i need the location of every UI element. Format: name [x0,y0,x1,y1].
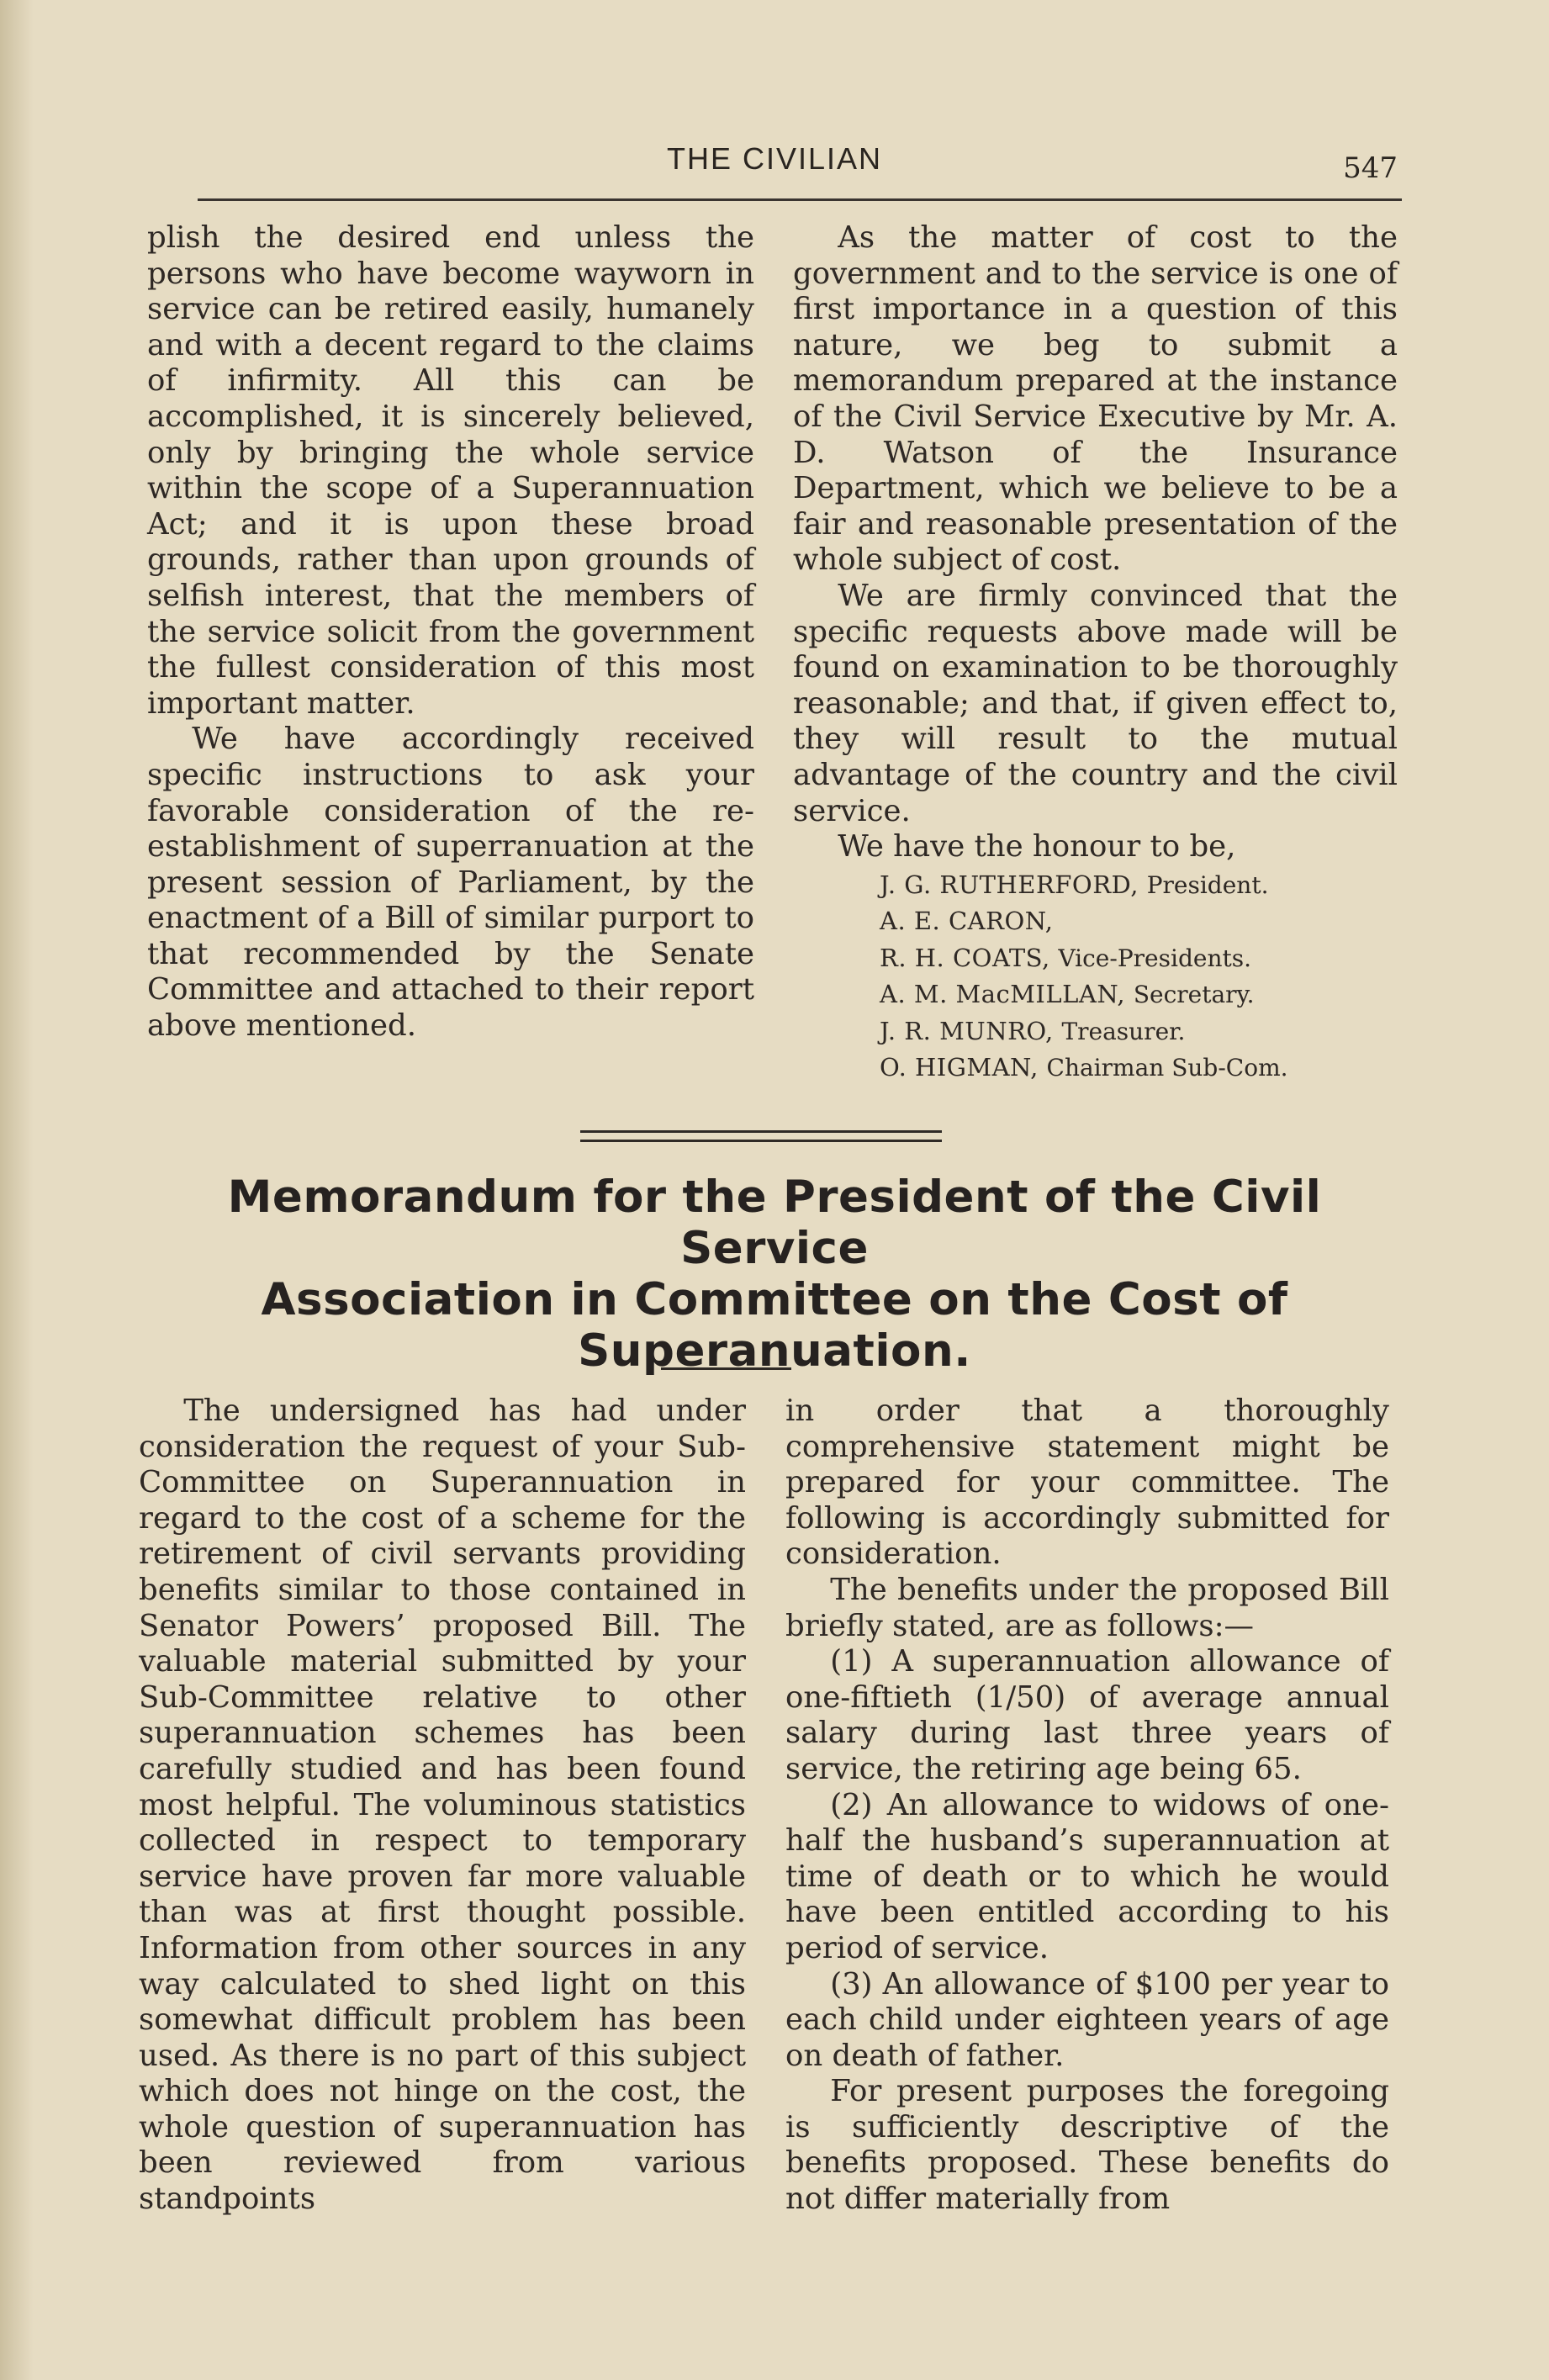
title-rule [661,1367,791,1370]
section-divider [580,1130,942,1142]
signatory-role: Secretary. [1133,981,1255,1009]
letter-paragraph: We are firmly convinced that the specific requests above made will be found on examination to be thoroughly reasonable; and that, if given effect to, they will result to the mutual advantage of the country and the civil service. [793,578,1398,828]
letter-paragraph: We have accordingly received specific instructions to ask your favorable consideration of the re-establishment of superranuation at the present session of Parliament, by the enactment of a Bill of similar purport to that recommended by the Senate Committee and attached to their report above mentioned. [147,722,754,1044]
signatory-name: J. R. MUNRO, [880,1016,1054,1045]
signatory-name: A. E. CARON, [880,907,1054,936]
signature-line [880,940,1398,977]
signature-line [880,976,1398,1013]
signatory-role: Chairman Sub-Com. [1046,1054,1288,1082]
letter-right-column [793,220,1398,1087]
memorandum-paragraph: The undersigned has had under consideration the request of your Sub-Committee on Superannuation in regard to the cost of a scheme for the retirement of civil servants providing benefits similar to those contained in Senator Powers’ proposed Bill. The valuable material submitted by your Sub-Committee relative to other superannuation schemes has been carefully studied and has been found most helpful. The voluminous statistics collected in respect to temporary service have proven far more valuable than was at first thought possible. Information from other sources in any way calculated to shed light on this somewhat difficult problem has been used. As there is no part of this subject which does not hinge on the cost, the whole question of superannuation has been reviewed from various standpoints [139,1394,746,2217]
letter-paragraph: As the matter of cost to the government and to the service is one of first importance in a question of this nature, we beg to submit a memorandum prepared at the instance of the Civil Service Executive by Mr. A. D. Watson of the Insurance Department, which we believe to be a fair and reasonable presentation of the whole subject of cost. [793,220,1398,578]
memorandum-title-line: Memorandum for the President of the Civil Service [227,1171,1322,1274]
memorandum-title [126,1171,1423,1377]
signature-line [880,1013,1398,1050]
signature-line [880,903,1398,940]
memorandum-paragraph: For present purposes the foregoing is sufficiently descriptive of the benefits proposed. These benefits do not differ materially from [785,2074,1389,2217]
letter-closing: We have the honour to be, [838,829,1236,865]
signatory-name: A. M. MacMILLAN, [880,980,1126,1009]
benefit-item: (3) An allowance of $100 per year to each child under eighteen years of age on death of father. [785,1966,1389,2073]
page-edge-shadow [0,0,34,2380]
memorandum-title-line: Superanuation. [578,1325,971,1377]
header-rule [198,198,1402,201]
memorandum-paragraph: The benefits under the proposed Bill briefly stated, are as follows:— [785,1572,1389,1643]
signature-block [793,867,1398,1087]
memorandum-paragraph: in order that a thoroughly comprehensive statement might be prepared for your committee. The following is accordingly submitted for consideration. [785,1394,1389,1572]
signatory-name: O. HIGMAN, [880,1053,1039,1082]
memorandum-left-column [139,1394,746,2218]
benefit-item: (2) An allowance to widows of one-half the husband’s superannuation at time of death or to which he would have been entitled according to his period of service. [785,1787,1389,1965]
memorandum-right-column [785,1394,1389,2218]
memorandum-title-line: Association in Committee on the Cost of [261,1274,1288,1325]
running-header-title: THE CIVILIAN [666,141,883,176]
letter-paragraph: plish the desired end unless the persons who have become wayworn in service can be retired easily, humanely and with a decent regard to the claims of infirmity. All this can be accomplished, it is sincerely believed, only by bringing the whole service within the scope of a Superannuation Act; and it is upon these broad grounds, rather than upon grounds of selfish interest, that the members of the service solicit from the government the fullest consideration of this most important matter. [147,220,754,721]
signatory-name: J. G. RUTHERFORD, [880,870,1139,899]
signatory-role: Treasurer. [1061,1017,1186,1045]
signatory-name: R. H. COATS, [880,943,1050,972]
signatory-role: Vice-Presidents. [1058,944,1252,972]
page-number: 547 [1343,151,1398,185]
signature-line [880,867,1398,904]
signature-line [880,1050,1398,1087]
signatory-role: President. [1146,870,1269,899]
benefit-item: (1) A superannuation allowance of one-fiftieth (1/50) of average annual salary during last three years of service, the retiring age being 65. [785,1644,1389,1786]
letter-left-column [147,220,754,1045]
